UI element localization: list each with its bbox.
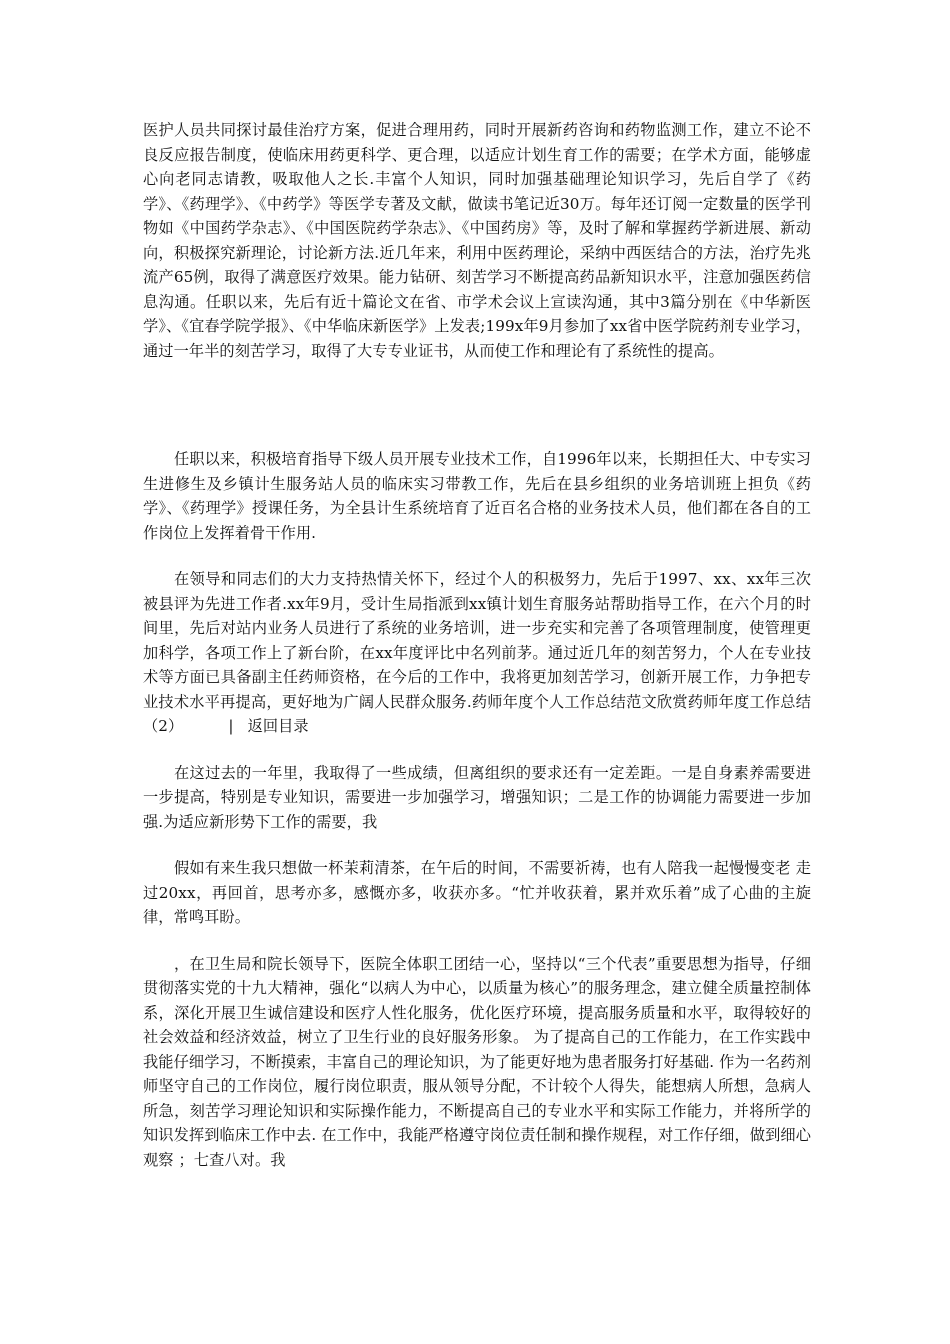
paragraph-5: 假如有来生我只想做一杯茉莉清茶，在午后的时间，不需要祈祷，也有人陪我一起慢慢变老 走过20xx，再回首，思考亦多，感慨亦多，收获亦多。“忙并收获着，累并欢乐着”成了心曲的主旋律，常鸣耳盼。 [143,859,811,926]
paragraph-4: 在这过去的一年里，我取得了一些成绩，但离组织的要求还有一定差距。一是自身素养需要进一步提高，特别是专业知识，需要进一步加强学习，增强知识；二是工作的协调能力需要进一步加强.为适应新形势下工作的需要，我 [143,763,811,831]
paragraph-3-text: 在领导和同志们的大力支持热情关怀下，经过个人的积极努力，先后于1997、xx、xx年三次被县评为先进工作者.xx年9月，受计生局指派到xx镇计划生育服务站帮助指导工作，在六个月的时间里，先后对站内业务人员进行了系统的业务培训，进一步充实和完善了各项管理制度，使管理更加科学，各项工作上了新台阶，在xx年度评比中名列前茅。通过近几年的刻苦努力，个人在专业技术等方面已具备副主任药师资格，在今后的工作中，我将更加刻苦学习，创新开展工作，力争把专业技术水平再提高，更好地为广阔人民群众服务.药师年度个人工作总结范文欣赏药师年度工作总结（2） [143,570,811,735]
document-page [143,118,811,1172]
paragraph-1: 医护人员共同探讨最佳治疗方案，促进合理用药，同时开展新药咨询和药物监测工作，建立不论不良反应报告制度，使临床用药更科学、更合理，以适应计划生育工作的需要；在学术方面，能够虚心向老同志请教，吸取他人之长.丰富个人知识，同时加强基础理论知识学习，先后自学了《药学》、《药理学》、《中药学》等医学专著及文献，做读书笔记近30万。每年还订阅一定数量的医学刊物如《中国药学杂志》、《中国医院药学杂志》、《中国药房》等，及时了解和掌握药学新进展、新动向，积极探究新理论，讨论新方法.近几年来，利用中医药理论，采纳中西医结合的方法，治疗先兆流产65例，取得了满意医疗效果。能力钻研、刻苦学习不断提高药品新知识水平，注意加强医药信息沟通。任职以来，先后有近十篇论文在省、市学术会议上宣读沟通，其中3篇分别在《中华新医学》、《宜春学院学报》、《中华临床新医学》上发表;199x年9月参加了xx省中医学院药剂专业学习，通过一年半的刻苦学习，取得了大专专业证书，从而使工作和理论有了系统性的提高。 [143,121,811,360]
paragraph-3 [143,567,811,739]
separator: | [228,717,234,735]
paragraph-6: ，在卫生局和院长领导下，医院全体职工团结一心，坚持以“三个代表”重要思想为指导，仔细贯彻落实党的十九大精神，强化“以病人为中心，以质量为核心”的服务理念，建立健全质量控制体系，深化开展卫生诚信建设和医疗人性化服务，优化医疗环境，提高服务质量和水平，取得较好的社会效益和经济效益，树立了卫生行业的良好服务形象。 为了提高自己的工作能力，在工作实践中我能仔细学习，不断摸索，丰富自己的理论知识，为了能更好地为患者服务打好基础. 作为一名药剂师坚守自己的工作岗位，履行岗位职责，服从领导分配，不计较个人得失，能想病人所想，急病人所急，刻苦学习理论知识和实际操作能力，不断提高自己的专业水平和实际工作能力，并将所学的知识发挥到临床工作中去. 在工作中，我能严格遵守岗位责任制和操作规程，对工作仔细，做到细心观察 ；七查八对。我 [143,954,811,1169]
paragraph-2: 任职以来，积极培育指导下级人员开展专业技术工作，自1996年以来，长期担任大、中专实习生进修生及乡镇计生服务站人员的临床实习带教工作，先后在县乡组织的业务培训班上担负《药学》、《药理学》授课任务，为全县计生系统培育了近百名合格的业务技术人员，他们都在各自的工作岗位上发挥着骨干作用. [143,450,811,542]
back-to-contents-link[interactable]: 返回目录 [247,717,309,735]
